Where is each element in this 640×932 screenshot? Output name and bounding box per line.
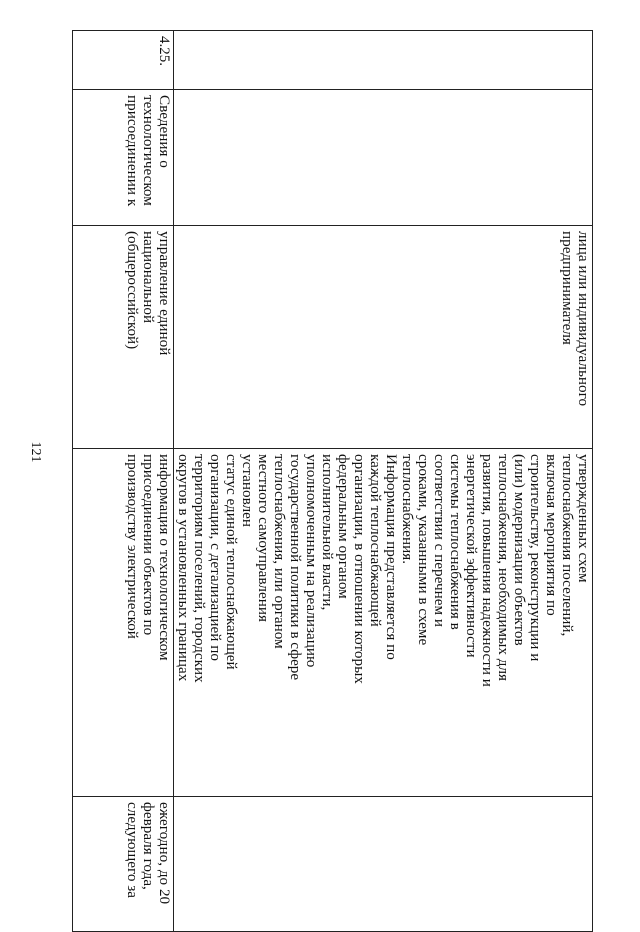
cell-line: включая мероприятия по xyxy=(543,454,560,616)
table-cell-description xyxy=(174,449,593,797)
table-cell-description xyxy=(73,449,174,797)
page-number: 121 xyxy=(28,441,43,463)
cell-line: организации, с детализацией по xyxy=(207,454,224,661)
cell-line: (общероссийской) xyxy=(124,231,141,350)
cell-line: управление единой xyxy=(156,231,173,356)
cell-line: каждой теплоснабжающей xyxy=(367,454,384,627)
cell-line: производству электрической xyxy=(124,454,141,639)
cell-line: исполнительной власти, xyxy=(319,454,336,611)
cell-line: утвержденных схем xyxy=(575,454,592,583)
table-row xyxy=(174,31,593,932)
table-row xyxy=(73,31,174,932)
cell-line: присоединении к xyxy=(124,95,141,207)
table-cell-deadline xyxy=(174,797,593,932)
cell-line: Информация представляется по xyxy=(383,454,400,660)
cell-line: теплоснабжения, необходимых для xyxy=(495,454,512,682)
cell-line: федеральным органом xyxy=(335,454,352,599)
table-cell-subject xyxy=(73,90,174,226)
table-cell-responsible xyxy=(73,226,174,449)
table-cell-number: 4.25. xyxy=(73,31,174,90)
cell-line: местного самоуправления xyxy=(255,454,272,622)
cell-line: системы теплоснабжения в xyxy=(447,454,464,630)
cell-line: статус единой теплоснабжающей xyxy=(223,454,240,670)
cell-line: уполномоченным на реализацию xyxy=(303,454,320,668)
table-cell-number xyxy=(174,31,593,90)
cell-line: Сведения о xyxy=(156,95,173,168)
cell-line: февраля года, xyxy=(140,802,157,890)
cell-line: энергетической эффективности xyxy=(463,454,480,658)
cell-line: сроками, указанными в схеме xyxy=(415,454,432,646)
table-cell-responsible xyxy=(174,226,593,449)
cell-line: следующего за xyxy=(124,802,141,898)
cell-line: территориям поселений, городских xyxy=(191,454,208,683)
cell-line: (или) модернизации объектов xyxy=(511,454,528,646)
cell-line: присоединении объектов по xyxy=(140,454,157,636)
table-cell-subject xyxy=(174,90,593,226)
cell-line: технологическом xyxy=(140,95,157,206)
cell-line: теплоснабжения, или органом xyxy=(271,454,288,649)
table-cell-deadline xyxy=(73,797,174,932)
cell-line: предпринимателя xyxy=(559,231,576,345)
data-table xyxy=(72,30,593,932)
cell-line: установлен xyxy=(239,454,256,528)
cell-line: теплоснабжения. xyxy=(399,454,416,565)
cell-line: соответствии с перечнем и xyxy=(431,454,448,628)
cell-line: округов в установленных границах xyxy=(175,454,192,682)
cell-line: ежегодно, до 20 xyxy=(156,802,173,905)
cell-line: государственной политики в сфере xyxy=(287,454,304,681)
cell-line: лица или индивидуального xyxy=(575,231,592,407)
cell-line: организации, в отношении которых xyxy=(351,454,368,684)
cell-line: информация о технологическом xyxy=(156,454,173,661)
cell-line: теплоснабжения поселений, xyxy=(559,454,576,637)
cell-line: строительству, реконструкции и xyxy=(527,454,544,662)
rotated-table-wrapper xyxy=(75,30,593,905)
cell-line: развития, повышения надежности и xyxy=(479,454,496,687)
cell-line: национальной xyxy=(140,231,157,324)
